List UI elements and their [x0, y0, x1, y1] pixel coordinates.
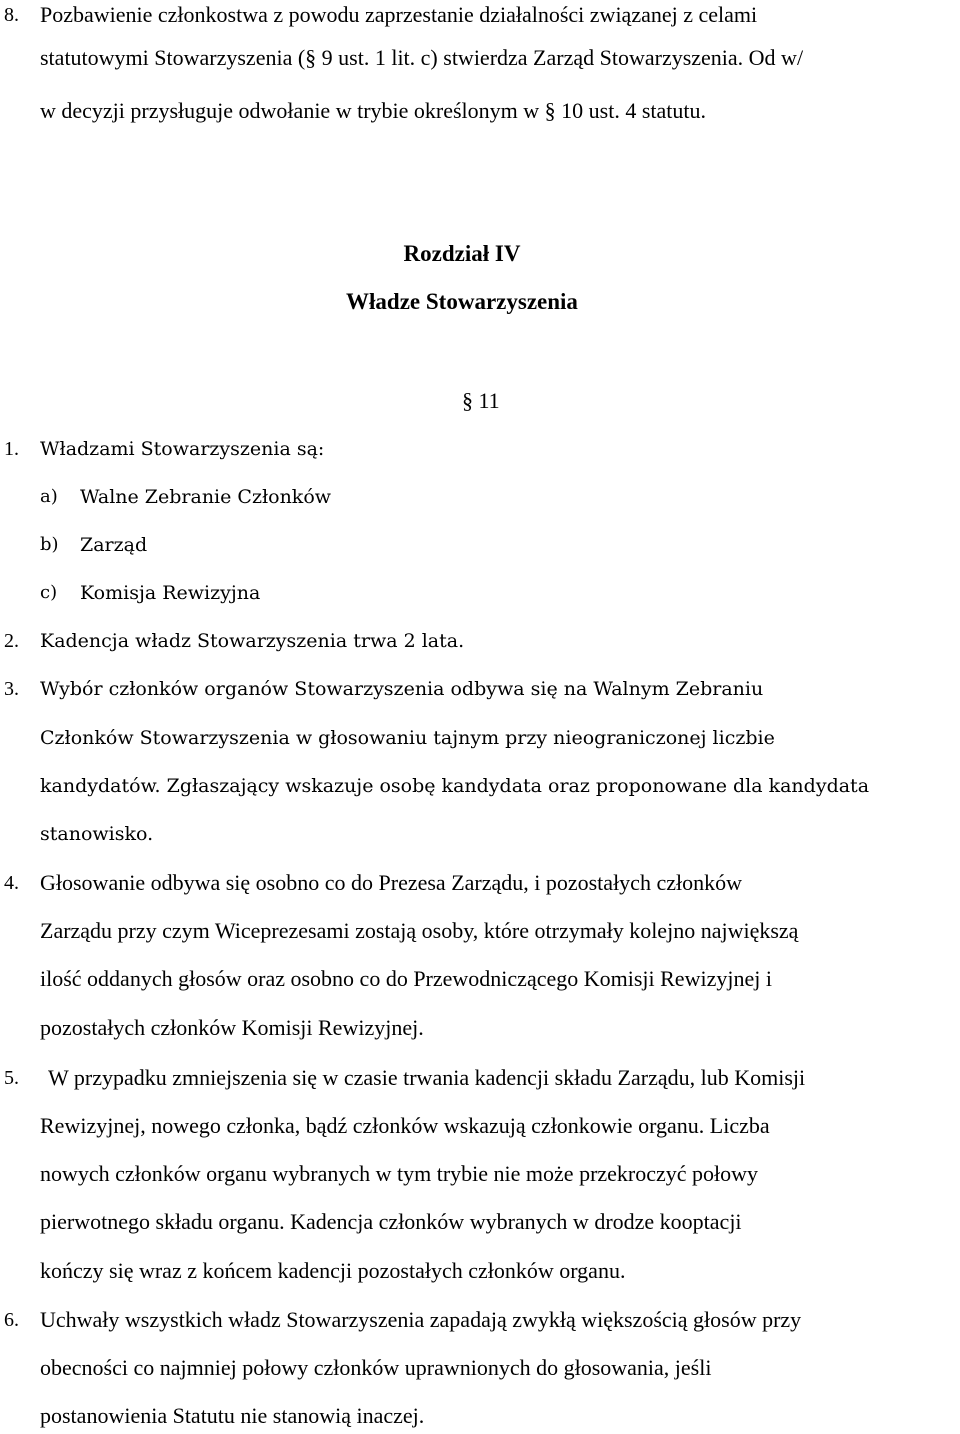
text-line: Zarządu przy czym Wiceprezesami zostają osoby, które otrzymały kolejno największą	[40, 918, 799, 943]
item-number: 3.	[4, 678, 19, 700]
chapter-subtitle: Władze Stowarzyszenia	[346, 289, 578, 314]
item-number: 1.	[4, 438, 19, 460]
text-line: kończy się wraz z końcem kadencji pozostałych członków organu.	[40, 1258, 626, 1283]
text-line: W przypadku zmniejszenia się w czasie trwania kadencji składu Zarządu, lub Komisji	[48, 1065, 806, 1090]
text-line: Głosowanie odbywa się osobno co do Prezesa Zarządu, i pozostałych członków	[40, 870, 742, 895]
text-line: pierwotnego składu organu. Kadencja członków wybranych w drodze kooptacji	[40, 1209, 742, 1234]
sub-letter: c)	[40, 582, 58, 603]
text-line: ilość oddanych głosów oraz osobno co do Przewodniczącego Komisji Rewizyjnej i	[40, 966, 772, 991]
text-line: Rewizyjnej, nowego członka, bądź członków wskazują członkowie organu. Liczba	[40, 1113, 770, 1138]
text-line: Władzami Stowarzyszenia są:	[40, 438, 325, 460]
sub-item-text: Walne Zebranie Członków	[80, 486, 332, 508]
text-line: Uchwały wszystkich władz Stowarzyszenia zapadają zwykłą większością głosów przy	[40, 1307, 802, 1332]
sub-item-text: Komisja Rewizyjna	[80, 582, 261, 604]
sub-letter: b)	[40, 534, 59, 555]
text-line: Kadencja władz Stowarzyszenia trwa 2 lata.	[40, 630, 465, 652]
text-line: Członków Stowarzyszenia w głosowaniu tajnym przy nieograniczonej liczbie	[40, 727, 775, 749]
item-number: 4.	[4, 872, 19, 894]
sub-letter: a)	[40, 486, 58, 507]
text-line: Pozbawienie członkostwa z powodu zaprzestanie działalności związanej z celami	[40, 2, 758, 27]
sub-item-text: Zarząd	[80, 534, 148, 556]
item-number: 5.	[4, 1067, 19, 1089]
text-line: statutowymi Stowarzyszenia (§ 9 ust. 1 lit. c) stwierdza Zarząd Stowarzyszenia. Od w/	[40, 45, 804, 70]
text-line: stanowisko.	[40, 823, 154, 845]
text-line: postanowienia Statutu nie stanowią inaczej.	[40, 1403, 425, 1428]
chapter-title: Rozdział IV	[403, 241, 521, 266]
text-line: kandydatów. Zgłaszający wskazuje osobę kandydata oraz proponowane dla kandydata	[40, 775, 870, 797]
text-line: nowych członków organu wybranych w tym trybie nie może przekroczyć połowy	[40, 1161, 759, 1186]
text-line: w decyzji przysługuje odwołanie w trybie określonym w § 10 ust. 4 statutu.	[40, 98, 706, 123]
item-number: 8.	[4, 4, 19, 26]
item-number: 2.	[4, 630, 19, 652]
section-sign: § 11	[462, 388, 500, 413]
item-number: 6.	[4, 1309, 19, 1331]
text-line: Wybór członków organów Stowarzyszenia odbywa się na Walnym Zebraniu	[40, 678, 764, 700]
text-line: obecności co najmniej połowy członków uprawnionych do głosowania, jeśli	[40, 1355, 712, 1380]
text-line: pozostałych członków Komisji Rewizyjnej.	[40, 1015, 424, 1040]
